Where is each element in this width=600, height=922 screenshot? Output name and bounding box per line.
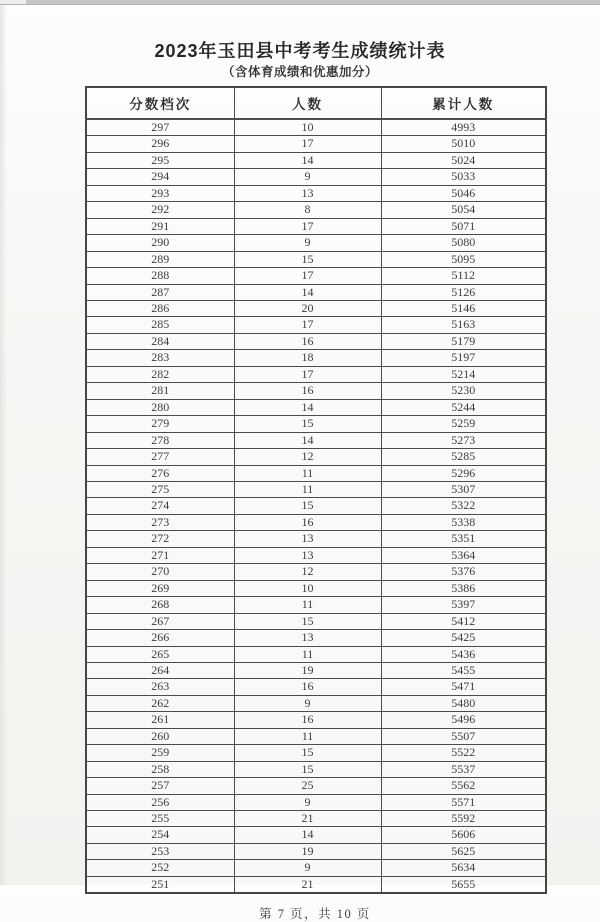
score-level-cell: 273 xyxy=(86,514,234,530)
cumulative-count-cell: 5364 xyxy=(381,547,546,563)
count-cell: 14 xyxy=(234,827,381,843)
table-row xyxy=(86,597,546,613)
count-cell: 18 xyxy=(234,350,381,366)
cumulative-count-cell: 5112 xyxy=(381,268,546,284)
cumulative-count-cell: 5010 xyxy=(381,136,546,152)
cumulative-count-cell: 5214 xyxy=(381,366,546,382)
cumulative-count-cell: 5471 xyxy=(381,679,546,695)
table-row xyxy=(86,119,546,136)
cumulative-count-cell: 5386 xyxy=(381,580,546,596)
count-cell: 21 xyxy=(234,876,381,893)
table-row xyxy=(86,662,546,678)
scan-top-edge xyxy=(0,0,600,5)
table-row xyxy=(86,152,546,168)
cumulative-count-cell: 5562 xyxy=(381,778,546,794)
score-level-cell: 281 xyxy=(86,383,234,399)
table-row xyxy=(86,778,546,794)
table-row xyxy=(86,794,546,810)
table-row xyxy=(86,728,546,744)
table-row xyxy=(86,811,546,827)
score-level-cell: 259 xyxy=(86,745,234,761)
score-level-cell: 275 xyxy=(86,481,234,497)
count-cell: 17 xyxy=(234,317,381,333)
cumulative-count-cell: 5592 xyxy=(381,811,546,827)
score-level-cell: 266 xyxy=(86,630,234,646)
page-number-footer: 第 7 页，共 10 页 xyxy=(259,907,371,922)
count-cell: 14 xyxy=(234,432,381,448)
table-row xyxy=(86,695,546,711)
table-row xyxy=(86,333,546,349)
table-row xyxy=(86,481,546,497)
cumulative-count-cell: 5455 xyxy=(381,662,546,678)
score-level-cell: 296 xyxy=(86,136,234,152)
table-row xyxy=(86,745,546,761)
cumulative-count-cell: 5244 xyxy=(381,399,546,415)
count-cell: 15 xyxy=(234,251,381,267)
table-row xyxy=(86,613,546,629)
table-row xyxy=(86,712,546,728)
table-row xyxy=(86,827,546,843)
count-cell: 16 xyxy=(234,383,381,399)
cumulative-count-cell: 5307 xyxy=(381,481,546,497)
count-cell: 16 xyxy=(234,679,381,695)
count-cell: 15 xyxy=(234,745,381,761)
count-cell: 15 xyxy=(234,416,381,432)
count-cell: 11 xyxy=(234,597,381,613)
table-row xyxy=(86,136,546,152)
cumulative-count-cell: 5095 xyxy=(381,251,546,267)
cumulative-count-cell: 4993 xyxy=(381,119,546,136)
score-level-cell: 295 xyxy=(86,152,234,168)
count-cell: 9 xyxy=(234,860,381,876)
cumulative-count-cell: 5179 xyxy=(381,333,546,349)
table-row xyxy=(86,218,546,234)
score-level-cell: 284 xyxy=(86,333,234,349)
cumulative-count-cell: 5625 xyxy=(381,843,546,859)
cumulative-count-cell: 5146 xyxy=(381,300,546,316)
score-level-cell: 279 xyxy=(86,416,234,432)
score-level-cell: 286 xyxy=(86,300,234,316)
cumulative-count-cell: 5126 xyxy=(381,284,546,300)
table-row xyxy=(86,185,546,201)
score-level-cell: 293 xyxy=(86,185,234,201)
cumulative-count-cell: 5230 xyxy=(381,383,546,399)
column-header-score-level: 分数档次 xyxy=(86,87,234,119)
table-row xyxy=(86,317,546,333)
table-row xyxy=(86,679,546,695)
count-cell: 12 xyxy=(234,564,381,580)
cumulative-count-cell: 5080 xyxy=(381,235,546,251)
cumulative-count-cell: 5436 xyxy=(381,646,546,662)
score-level-cell: 254 xyxy=(86,827,234,843)
table-row xyxy=(86,383,546,399)
cumulative-count-cell: 5163 xyxy=(381,317,546,333)
table-row xyxy=(86,432,546,448)
count-cell: 14 xyxy=(234,399,381,415)
score-level-cell: 274 xyxy=(86,498,234,514)
count-cell: 16 xyxy=(234,712,381,728)
scan-top-edge-notch xyxy=(0,0,26,4)
score-level-cell: 261 xyxy=(86,712,234,728)
cumulative-count-cell: 5296 xyxy=(381,465,546,481)
cumulative-count-cell: 5537 xyxy=(381,761,546,777)
count-cell: 17 xyxy=(234,268,381,284)
score-level-cell: 276 xyxy=(86,465,234,481)
table-row xyxy=(86,843,546,859)
cumulative-count-cell: 5376 xyxy=(381,564,546,580)
cumulative-count-cell: 5322 xyxy=(381,498,546,514)
score-level-cell: 287 xyxy=(86,284,234,300)
count-cell: 8 xyxy=(234,202,381,218)
cumulative-count-cell: 5273 xyxy=(381,432,546,448)
score-level-cell: 252 xyxy=(86,860,234,876)
cumulative-count-cell: 5033 xyxy=(381,169,546,185)
score-statistics-table xyxy=(85,86,547,894)
count-cell: 9 xyxy=(234,169,381,185)
count-cell: 14 xyxy=(234,284,381,300)
page-subtitle: （含体育成绩和优惠加分） xyxy=(221,65,378,79)
count-cell: 17 xyxy=(234,136,381,152)
table-header-row xyxy=(86,87,546,119)
table-row xyxy=(86,514,546,530)
count-cell: 13 xyxy=(234,630,381,646)
table-row xyxy=(86,366,546,382)
score-level-cell: 282 xyxy=(86,366,234,382)
score-level-cell: 258 xyxy=(86,761,234,777)
score-level-cell: 269 xyxy=(86,580,234,596)
column-header-count: 人数 xyxy=(234,87,381,119)
score-level-cell: 253 xyxy=(86,843,234,859)
score-level-cell: 271 xyxy=(86,547,234,563)
count-cell: 10 xyxy=(234,580,381,596)
score-level-cell: 278 xyxy=(86,432,234,448)
table-row xyxy=(86,547,546,563)
score-level-cell: 263 xyxy=(86,679,234,695)
cumulative-count-cell: 5571 xyxy=(381,794,546,810)
score-level-cell: 289 xyxy=(86,251,234,267)
cumulative-count-cell: 5507 xyxy=(381,728,546,744)
count-cell: 16 xyxy=(234,514,381,530)
cumulative-count-cell: 5197 xyxy=(381,350,546,366)
count-cell: 11 xyxy=(234,481,381,497)
score-level-cell: 285 xyxy=(86,317,234,333)
table-row xyxy=(86,416,546,432)
table-row xyxy=(86,300,546,316)
table-row xyxy=(86,169,546,185)
score-table-body xyxy=(86,119,546,893)
score-level-cell: 270 xyxy=(86,564,234,580)
score-level-cell: 290 xyxy=(86,235,234,251)
cumulative-count-cell: 5046 xyxy=(381,185,546,201)
cumulative-count-cell: 5024 xyxy=(381,152,546,168)
cumulative-count-cell: 5425 xyxy=(381,630,546,646)
score-level-cell: 291 xyxy=(86,218,234,234)
score-level-cell: 283 xyxy=(86,350,234,366)
table-row xyxy=(86,284,546,300)
score-level-cell: 272 xyxy=(86,531,234,547)
count-cell: 13 xyxy=(234,547,381,563)
cumulative-count-cell: 5655 xyxy=(381,876,546,893)
count-cell: 9 xyxy=(234,794,381,810)
count-cell: 16 xyxy=(234,333,381,349)
table-row xyxy=(86,202,546,218)
table-row xyxy=(86,498,546,514)
count-cell: 25 xyxy=(234,778,381,794)
table-row xyxy=(86,580,546,596)
table-row xyxy=(86,860,546,876)
cumulative-count-cell: 5412 xyxy=(381,613,546,629)
score-level-cell: 262 xyxy=(86,695,234,711)
cumulative-count-cell: 5522 xyxy=(381,745,546,761)
cumulative-count-cell: 5054 xyxy=(381,202,546,218)
table-row xyxy=(86,350,546,366)
cumulative-count-cell: 5606 xyxy=(381,827,546,843)
table-row xyxy=(86,564,546,580)
table-row xyxy=(86,399,546,415)
table-row xyxy=(86,646,546,662)
count-cell: 9 xyxy=(234,235,381,251)
score-level-cell: 251 xyxy=(86,876,234,893)
score-level-cell: 267 xyxy=(86,613,234,629)
cumulative-count-cell: 5259 xyxy=(381,416,546,432)
count-cell: 20 xyxy=(234,300,381,316)
score-level-cell: 297 xyxy=(86,119,234,136)
count-cell: 14 xyxy=(234,152,381,168)
count-cell: 11 xyxy=(234,728,381,744)
cumulative-count-cell: 5285 xyxy=(381,449,546,465)
table-row xyxy=(86,761,546,777)
score-level-cell: 255 xyxy=(86,811,234,827)
score-level-cell: 256 xyxy=(86,794,234,810)
table-row xyxy=(86,531,546,547)
count-cell: 13 xyxy=(234,531,381,547)
count-cell: 17 xyxy=(234,218,381,234)
cumulative-count-cell: 5634 xyxy=(381,860,546,876)
cumulative-count-cell: 5351 xyxy=(381,531,546,547)
score-level-cell: 264 xyxy=(86,662,234,678)
table-row xyxy=(86,465,546,481)
count-cell: 15 xyxy=(234,498,381,514)
count-cell: 13 xyxy=(234,185,381,201)
count-cell: 9 xyxy=(234,695,381,711)
score-level-cell: 265 xyxy=(86,646,234,662)
count-cell: 17 xyxy=(234,366,381,382)
count-cell: 19 xyxy=(234,662,381,678)
score-level-cell: 277 xyxy=(86,449,234,465)
table-row xyxy=(86,268,546,284)
cumulative-count-cell: 5397 xyxy=(381,597,546,613)
count-cell: 15 xyxy=(234,761,381,777)
table-row xyxy=(86,449,546,465)
cumulative-count-cell: 5480 xyxy=(381,695,546,711)
score-level-cell: 280 xyxy=(86,399,234,415)
cumulative-count-cell: 5338 xyxy=(381,514,546,530)
table-row xyxy=(86,235,546,251)
count-cell: 12 xyxy=(234,449,381,465)
page-title: 2023年玉田县中考考生成绩统计表 xyxy=(154,41,446,61)
count-cell: 10 xyxy=(234,119,381,136)
count-cell: 11 xyxy=(234,646,381,662)
count-cell: 15 xyxy=(234,613,381,629)
count-cell: 21 xyxy=(234,811,381,827)
table-row xyxy=(86,630,546,646)
score-level-cell: 268 xyxy=(86,597,234,613)
score-level-cell: 257 xyxy=(86,778,234,794)
count-cell: 11 xyxy=(234,465,381,481)
cumulative-count-cell: 5071 xyxy=(381,218,546,234)
score-level-cell: 294 xyxy=(86,169,234,185)
table-row xyxy=(86,251,546,267)
score-level-cell: 288 xyxy=(86,268,234,284)
score-level-cell: 260 xyxy=(86,728,234,744)
score-level-cell: 292 xyxy=(86,202,234,218)
count-cell: 19 xyxy=(234,843,381,859)
column-header-cumulative-count: 累计人数 xyxy=(381,87,546,119)
cumulative-count-cell: 5496 xyxy=(381,712,546,728)
